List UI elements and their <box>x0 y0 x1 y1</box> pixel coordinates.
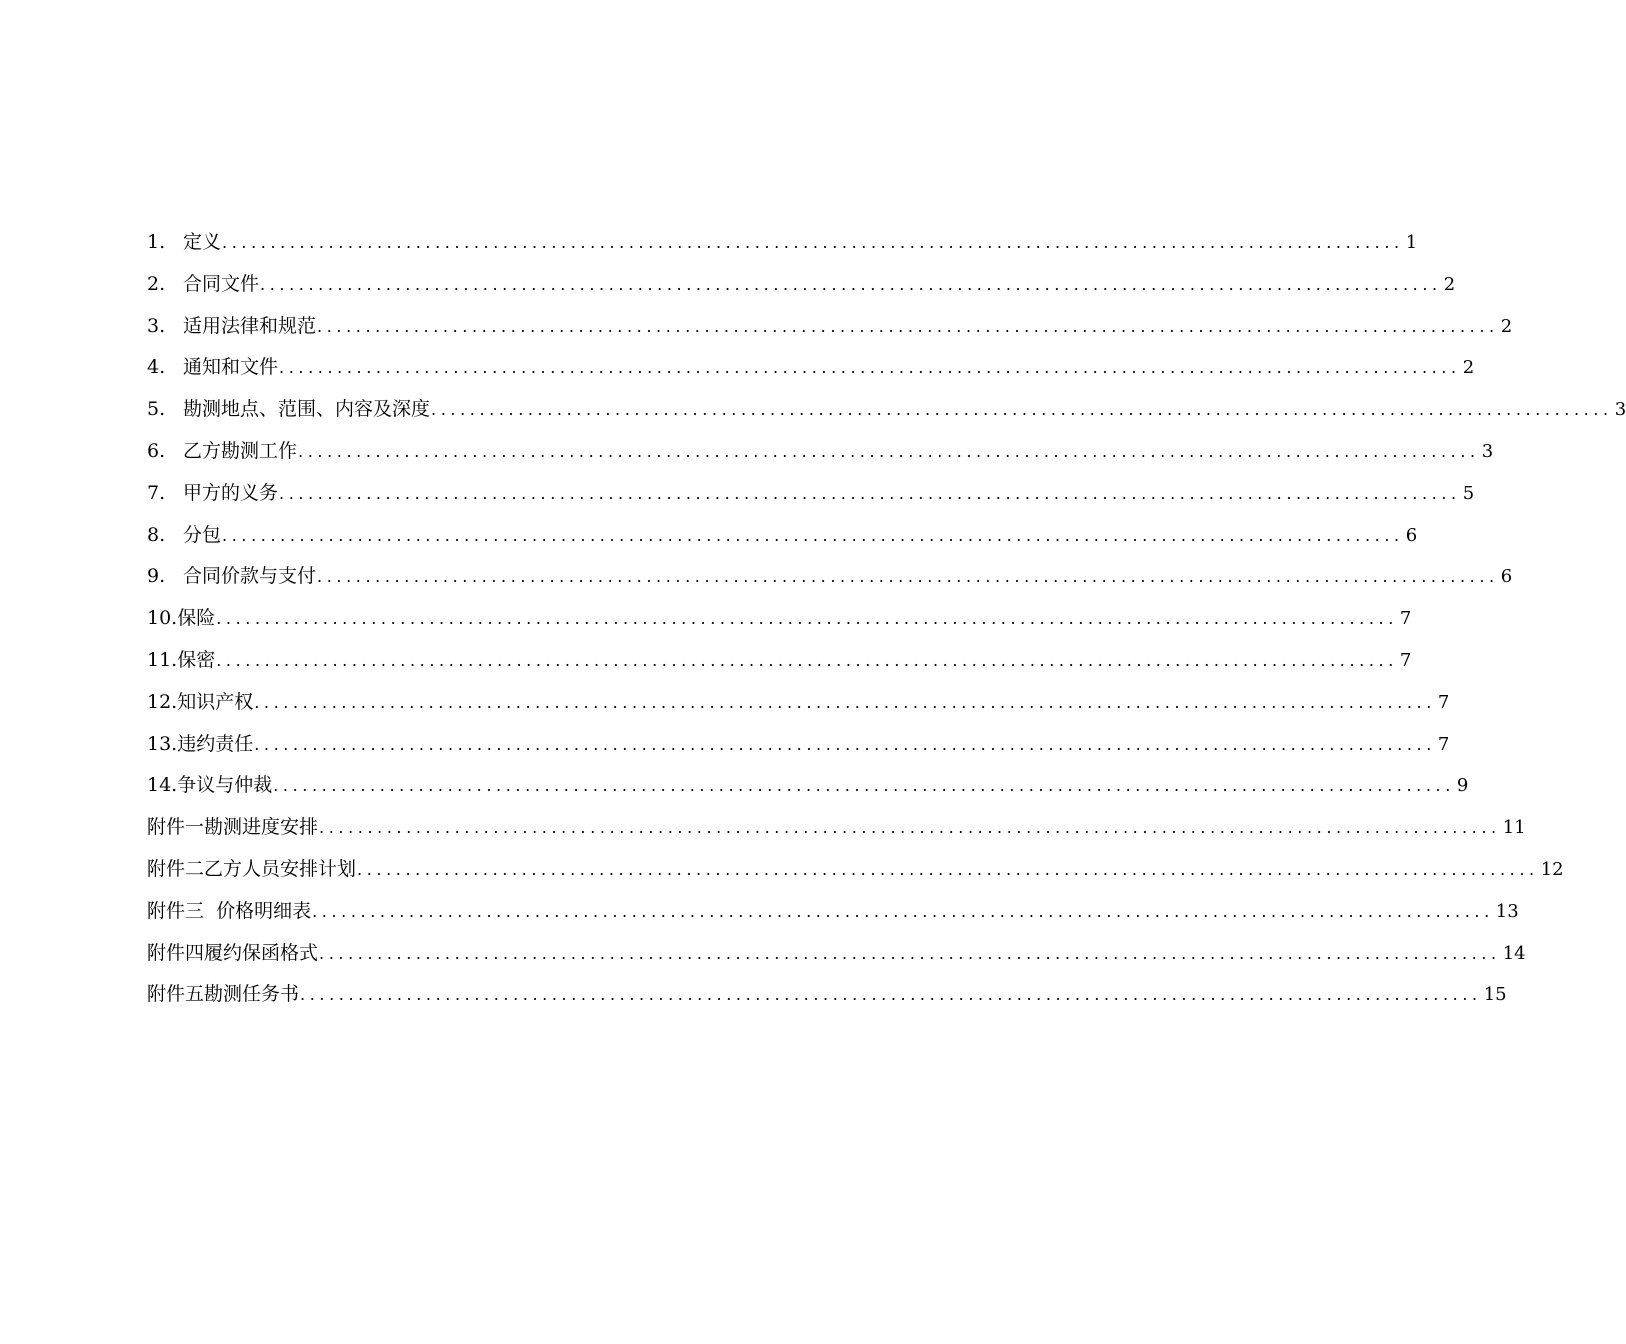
toc-entry-page: 12 <box>1540 858 1564 880</box>
toc-entry-8[interactable] <box>147 515 1418 557</box>
toc-dot-leader: .......................................................................................................................... <box>357 859 1539 879</box>
toc-entry-title: 附件三 价格明细表 <box>147 899 312 922</box>
toc-entry-page: 5 <box>1462 482 1475 504</box>
toc-entry-appendix-4[interactable] <box>147 933 1526 975</box>
toc-entry-number: 11. <box>147 648 178 671</box>
toc-entry-title: 勘测地点、范围、内容及深度 <box>183 398 431 421</box>
toc-entry-page: 1 <box>1405 232 1418 253</box>
toc-dot-leader: .......................................................................................................................... <box>279 358 1461 378</box>
toc-entry-number: 13. <box>147 732 178 755</box>
toc-entry-title: 附件四履约保函格式 <box>147 941 319 964</box>
toc-entry-page: 2 <box>1462 357 1475 379</box>
toc-entry-title: 定义 <box>183 231 222 253</box>
toc-dot-leader: .......................................................................................................................... <box>317 567 1499 587</box>
toc-entry-number: 1. <box>147 231 166 253</box>
toc-entry-page: 9 <box>1456 775 1469 797</box>
toc-dot-leader: .......................................................................................................................... <box>298 441 1480 461</box>
toc-entry-title: 合同价款与支付 <box>183 565 317 588</box>
toc-entry-number: 6. <box>147 439 166 462</box>
toc-entry-page: 11 <box>1502 817 1526 839</box>
toc-entry-page: 7 <box>1399 608 1412 630</box>
toc-entry-title: 乙方勘测工作 <box>183 439 298 462</box>
toc-entry-title: 附件五勘测任务书 <box>147 983 300 1006</box>
table-of-contents <box>147 222 1626 1016</box>
toc-dot-leader: .......................................................................................................................... <box>431 400 1613 420</box>
toc-dot-leader: .......................................................................................................................... <box>273 776 1455 796</box>
toc-entry-12[interactable] <box>147 682 1450 724</box>
toc-entry-4[interactable] <box>147 347 1475 389</box>
toc-dot-leader: .......................................................................................................................... <box>216 609 1398 629</box>
toc-dot-leader: .......................................................................................................................... <box>254 692 1436 712</box>
toc-entry-page: 3 <box>1481 440 1494 462</box>
toc-dot-leader: .......................................................................................................................... <box>222 525 1404 545</box>
toc-entry-number: 2. <box>147 272 166 295</box>
toc-entry-appendix-3[interactable] <box>147 891 1519 933</box>
toc-entry-page: 6 <box>1500 566 1513 588</box>
toc-entry-13[interactable] <box>147 724 1450 766</box>
toc-entry-number: 7. <box>147 481 166 504</box>
toc-entry-number: 8. <box>147 523 166 546</box>
toc-entry-title: 合同文件 <box>183 272 260 295</box>
toc-dot-leader: .......................................................................................................................... <box>254 734 1436 754</box>
toc-entry-9[interactable] <box>147 556 1513 598</box>
toc-entry-title: 甲方的义务 <box>183 481 279 504</box>
toc-entry-title: 分包 <box>183 523 222 546</box>
toc-dot-leader: .......................................................................................................................... <box>222 233 1404 252</box>
toc-dot-leader: .......................................................................................................................... <box>279 483 1461 503</box>
toc-entry-title: 附件一勘测进度安排 <box>147 816 319 839</box>
toc-entry-page: 2 <box>1500 315 1513 337</box>
toc-entry-title: 保险 <box>177 607 216 630</box>
toc-entry-page: 7 <box>1437 733 1450 755</box>
toc-entry-page: 13 <box>1495 900 1519 922</box>
toc-entry-14[interactable] <box>147 765 1469 807</box>
toc-entry-page: 3 <box>1614 399 1626 421</box>
toc-entry-number: 10. <box>147 607 178 630</box>
toc-entry-title: 适用法律和规范 <box>183 314 317 337</box>
toc-entry-5[interactable] <box>147 389 1626 431</box>
toc-entry-7[interactable] <box>147 473 1475 515</box>
toc-entry-title: 争议与仲裁 <box>177 774 273 797</box>
toc-entry-page: 2 <box>1443 273 1456 295</box>
toc-entry-number: 14. <box>147 774 178 797</box>
toc-entry-6[interactable] <box>147 431 1494 473</box>
toc-entry-title: 附件二乙方人员安排计划 <box>147 857 357 880</box>
toc-entry-11[interactable] <box>147 640 1412 682</box>
toc-dot-leader: .......................................................................................................................... <box>300 985 1482 1005</box>
toc-entry-number: 4. <box>147 356 166 379</box>
toc-entry-title: 违约责任 <box>177 732 254 755</box>
toc-entry-title: 保密 <box>177 648 216 671</box>
toc-entry-page: 14 <box>1502 942 1526 964</box>
toc-entry-page: 7 <box>1399 649 1412 671</box>
toc-dot-leader: .......................................................................................................................... <box>260 274 1442 294</box>
toc-entry-number: 9. <box>147 565 166 588</box>
toc-entry-title: 知识产权 <box>177 690 254 713</box>
toc-entry-page: 15 <box>1483 984 1507 1006</box>
toc-dot-leader: .......................................................................................................................... <box>319 943 1501 963</box>
toc-entry-2[interactable] <box>147 264 1456 306</box>
toc-entry-page: 6 <box>1405 524 1418 546</box>
toc-entry-title: 通知和文件 <box>183 356 279 379</box>
toc-dot-leader: .......................................................................................................................... <box>317 316 1499 336</box>
toc-entry-appendix-2[interactable] <box>147 849 1564 891</box>
toc-entry-10[interactable] <box>147 598 1412 640</box>
toc-entry-number: 12. <box>147 690 178 713</box>
toc-dot-leader: .......................................................................................................................... <box>216 650 1398 670</box>
toc-entry-number: 5. <box>147 398 166 421</box>
toc-entry-3[interactable] <box>147 306 1513 348</box>
toc-entry-appendix-1[interactable] <box>147 807 1526 849</box>
toc-entry-appendix-5[interactable] <box>147 974 1507 1016</box>
toc-entry-number: 3. <box>147 314 166 337</box>
toc-entry-page: 7 <box>1437 691 1450 713</box>
toc-dot-leader: .......................................................................................................................... <box>319 818 1501 838</box>
toc-entry-1[interactable] <box>147 222 1418 264</box>
toc-dot-leader: .......................................................................................................................... <box>312 901 1494 921</box>
